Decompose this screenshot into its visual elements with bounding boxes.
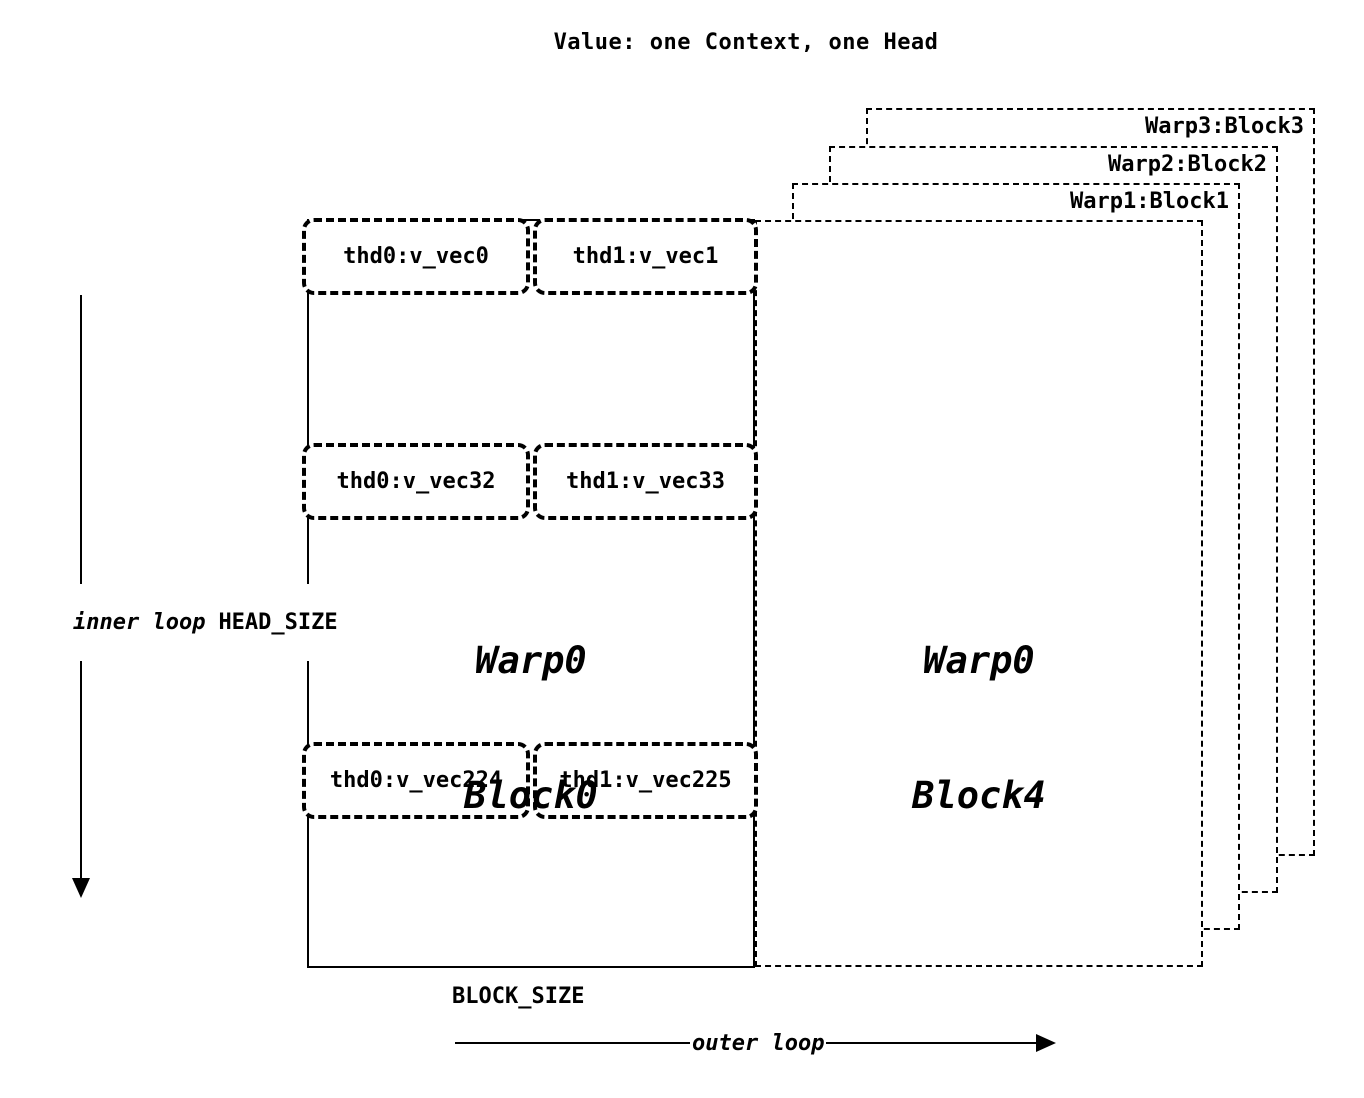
warp-label-line: Warp0 [475, 639, 587, 682]
inner-loop-arrowhead-icon [72, 878, 90, 898]
thread-vec-label: thd1:v_vec225 [559, 768, 732, 793]
warp0-block0-label [307, 548, 755, 908]
warp-label-line: Block4 [912, 774, 1046, 817]
warp2-block2-label: Warp2:Block2 [1108, 152, 1267, 177]
inner-loop-label: inner loop [72, 610, 206, 635]
thread-vec-label: thd0:v_vec0 [343, 244, 489, 269]
warp-label-line: Warp0 [923, 639, 1035, 682]
thread-vec-label: thd1:v_vec33 [566, 469, 725, 494]
head-size-label: HEAD_SIZE [218, 610, 338, 635]
thread-vec-label: thd0:v_vec32 [336, 469, 496, 494]
warp0-block4-label [755, 548, 1203, 908]
outer-loop-arrowhead-icon [1036, 1034, 1056, 1052]
diagram-title: Value: one Context, one Head [553, 30, 939, 55]
warp3-block3-label: Warp3:Block3 [1145, 114, 1304, 139]
thread-vec-label: thd1:v_vec1 [572, 244, 719, 269]
outer-loop-label: outer loop [692, 1031, 825, 1056]
block-size-label: BLOCK_SIZE [452, 984, 585, 1009]
thread-vec-box [302, 443, 530, 520]
thread-vec-label: thd0:v_vec224 [329, 768, 503, 793]
warp1-block1-label: Warp1:Block1 [1070, 189, 1229, 214]
warp-label-line: Block0 [464, 774, 598, 817]
thread-vec-box [302, 218, 530, 295]
thread-vec-box [533, 443, 758, 520]
inner-loop-head-size-label [20, 584, 338, 661]
thread-vec-box [533, 218, 758, 295]
